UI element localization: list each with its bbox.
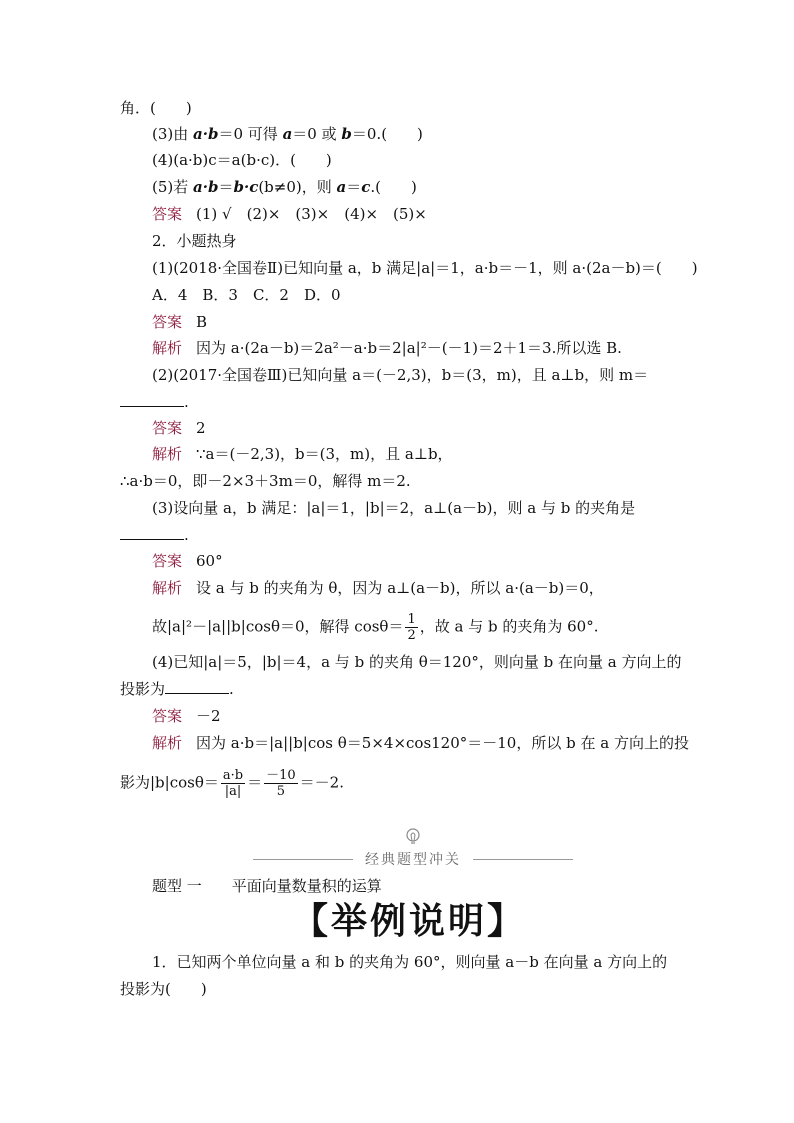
explanation-row: 解析 ∵a＝(－2,3)，b＝(3，m)，且 a⊥b， xyxy=(152,445,453,463)
explanation-row: 解析 因为 a·(2a－b)＝2a²－a·b＝2|a|²－(－1)＝2＋1＝3.所以选 B. xyxy=(152,339,622,357)
fraction: $\frac{1}{2}$ xyxy=(407,612,416,643)
banner-title: 经典题型冲关 xyxy=(365,852,461,868)
options: A．4 B．3 C．2 D．0 xyxy=(152,286,341,304)
question-4b: (4)已知|a|＝5，|b|＝4，a 与 b 的夹角 θ＝120°，则向量 b 在向量 a 方向上的 xyxy=(152,653,682,671)
explanation-line: 影为|b|cosθ＝ $\frac{a\cdot b}{|a|}$ ＝ $\frac{-10}{5}$ ＝－2. xyxy=(120,768,344,799)
question-4b-line2: 投影为 . xyxy=(120,680,234,698)
answer-row: 答案 B xyxy=(152,313,208,331)
answer-row: 答案 －2 xyxy=(152,707,221,725)
text-line: 角．( ) xyxy=(120,99,192,117)
question-2: (2)(2017·全国卷Ⅲ)已知向量 a＝(－2,3)，b＝(3，m)，且 a⊥b，则 m＝ xyxy=(152,366,649,384)
answer-row: 答案 60° xyxy=(152,552,223,570)
answer-blank: . xyxy=(120,392,189,412)
fraction: $\frac{-10}{5}$ xyxy=(266,768,296,799)
answer-row: 答案 2 xyxy=(152,419,206,437)
example-1-line2: 投影为( ) xyxy=(120,980,207,998)
explanation-row: 解析 因为 a·b＝|a||b|cos θ＝5×4×cos120°＝－10，所以 b 在 a 方向上的投 xyxy=(152,734,689,752)
lightbulb-icon xyxy=(405,828,421,846)
answer-blank: . xyxy=(120,525,189,545)
example-1: 1．已知两个单位向量 a 和 b 的夹角为 60°，则向量 a－b 在向量 a 方向上的 xyxy=(152,953,668,971)
section-heading: 2．小题热身 xyxy=(152,232,237,250)
question-5: (5)若 a·b＝b·c(b≠0)，则 a＝c.( ) xyxy=(152,178,417,196)
question-3b: (3)设向量 a，b 满足：|a|＝1，|b|＝2，a⊥(a－b)，则 a 与 b 的夹角是 xyxy=(152,499,636,517)
answer-label: 答案 xyxy=(152,205,183,223)
example-title: 【举例说明】 xyxy=(292,901,527,942)
fraction: $\frac{a\cdot b}{|a|}$ xyxy=(222,768,244,799)
section-banner xyxy=(253,828,573,872)
type-heading: 题型 一 平面向量数量积的运算 xyxy=(152,877,382,895)
explanation-line: 故|a|²－|a||b|cosθ＝0，解得 cosθ＝ $\frac{1}{2}$ ，故 a 与 b 的夹角为 60°. xyxy=(152,612,599,643)
answer-row: 答案 (1) √ (2)× (3)× (4)× (5)× xyxy=(152,205,427,223)
question-4: (4)(a·b)c＝a(b·c)．( ) xyxy=(152,151,332,169)
divider xyxy=(473,859,573,860)
explanation-line: ∴a·b＝0，即－2×3＋3m＝0，解得 m＝2. xyxy=(120,472,411,490)
explanation-row: 解析 设 a 与 b 的夹角为 θ，因为 a⊥(a－b)，所以 a·(a－b)＝0， xyxy=(152,579,604,597)
question-1: (1)(2018·全国卷Ⅱ)已知向量 a，b 满足|a|＝1，a·b＝－1，则 a·(2a－b)＝( ) xyxy=(152,259,698,277)
question-3: (3)由 a·b＝0 可得 a＝0 或 b＝0.( ) xyxy=(152,125,423,143)
